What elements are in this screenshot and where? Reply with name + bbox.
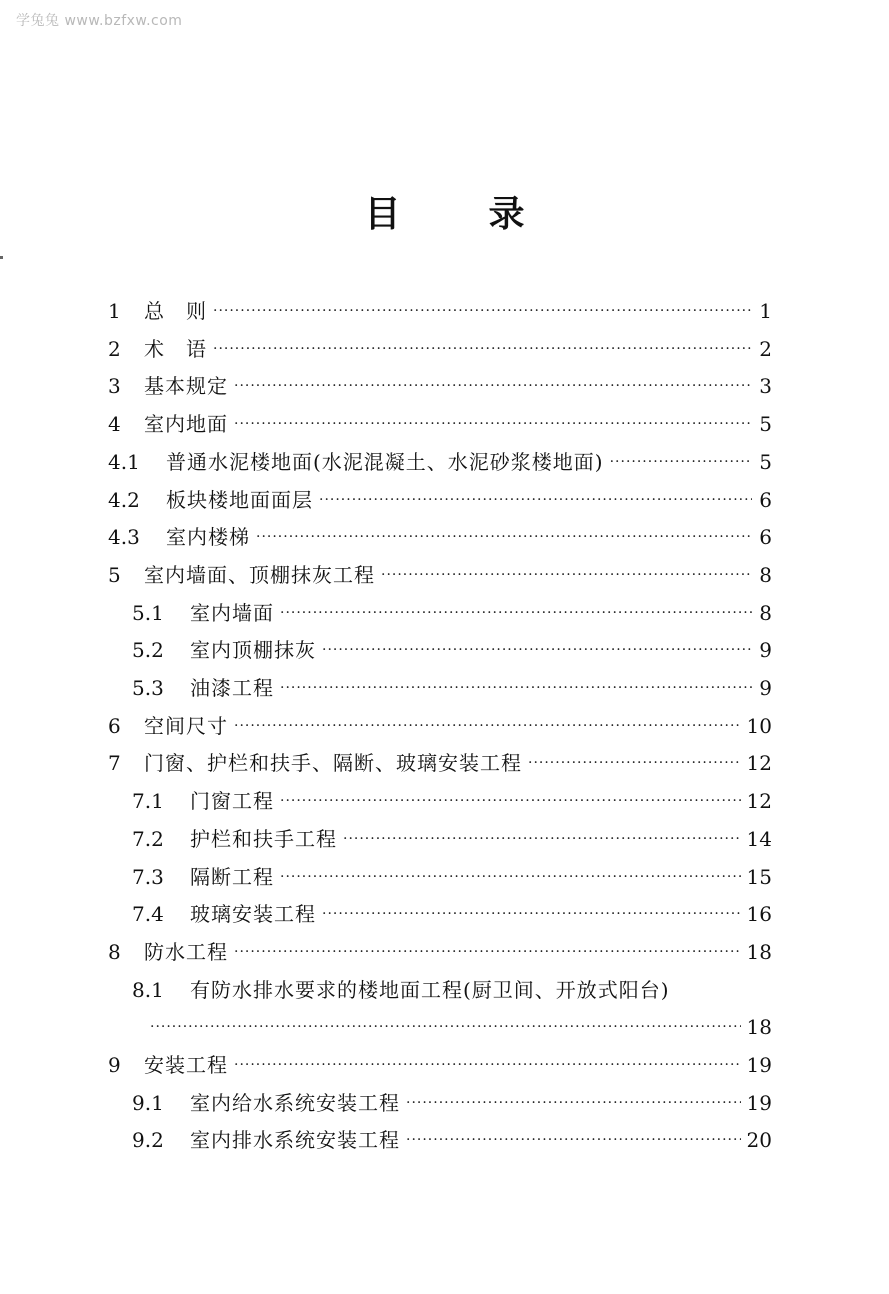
toc-entry-label: 防水工程 [144,939,228,964]
toc-entry-page: 19 [746,1090,772,1115]
toc-entry-number: 5 [108,562,121,587]
toc-entry[interactable] [108,1046,772,1084]
toc-leader-dots [213,342,752,356]
toc-leader-dots [322,907,741,921]
toc-entry[interactable] [132,858,772,896]
toc-entry[interactable] [132,1084,772,1122]
toc-entry-number: 9 [108,1053,121,1077]
toc-entry-label: 门窗工程 [190,789,274,814]
toc-entry-label: 室内排水系统安装工程 [190,1128,400,1153]
title-char-1: 目 [364,193,401,235]
toc-entry[interactable] [108,367,772,405]
toc-leader-dots [280,794,741,808]
toc-entry-page: 2 [759,336,772,361]
toc-entry[interactable] [132,782,772,820]
toc-entry-page: 5 [759,412,772,437]
toc-leader-dots [234,417,752,431]
toc-entry-page: 12 [746,789,772,814]
toc-entry-number: 4 [108,412,121,437]
toc-entry-page: 3 [759,374,772,399]
toc-entry-label: 室内楼梯 [166,525,250,550]
toc-entry-number: 8.1 [132,977,164,1002]
toc-entry-page: 16 [746,902,772,927]
toc-entry-number: 2 [108,336,121,361]
toc-entry-page: 19 [746,1053,772,1077]
toc-leader-dots [280,870,741,884]
toc-leader-dots [234,945,741,959]
toc-entry-page: 6 [759,487,772,512]
toc-entry[interactable] [108,933,772,971]
toc-leader-dots [150,1019,741,1035]
toc-entry-label: 空间尺寸 [144,713,228,738]
toc-leader-dots [256,530,752,544]
toc-entry-page: 8 [759,562,772,587]
toc-entry-page: 10 [746,713,772,738]
toc-leader-dots [234,1058,741,1072]
toc-entry-page: 5 [759,449,772,474]
toc-entry-label: 室内顶棚抹灰 [190,638,316,663]
toc-entry-label: 安装工程 [144,1053,228,1077]
toc-entry-number: 7 [108,751,121,776]
toc-entry-page: 20 [746,1128,772,1153]
toc-entry-number: 9.2 [132,1128,164,1153]
toc-entry-label: 室内地面 [144,412,228,437]
toc-entry-number: 4.3 [108,525,140,550]
toc-entry-label: 总 则 [144,299,207,323]
toc-entry-page: 15 [746,864,772,889]
toc-entry-label: 室内墙面、顶棚抹灰工程 [144,562,375,587]
toc-entry-number: 4.2 [108,487,140,512]
toc-entry[interactable] [108,443,772,481]
toc-entry-label: 隔断工程 [190,864,274,889]
toc-entry-label: 玻璃安装工程 [190,902,316,927]
toc-entry[interactable] [108,556,772,594]
toc-entry[interactable] [108,707,772,745]
toc-entry-label: 普通水泥楼地面(水泥混凝土、水泥砂浆楼地面) [166,449,604,474]
toc-entry-page: 6 [759,525,772,550]
toc-leader-dots [234,379,752,393]
toc-entry-page: 1 [759,299,772,323]
toc-entry-number: 7.3 [132,864,164,889]
toc-entry-page: 9 [759,638,772,663]
toc-entry[interactable] [132,971,772,1009]
toc-leader-dots [610,455,752,469]
toc-entry-page: 18 [746,939,772,964]
toc-entry[interactable] [108,481,772,519]
toc-entry-number: 3 [108,374,121,399]
page-title [0,186,889,237]
toc-entry-label: 门窗、护栏和扶手、隔断、玻璃安装工程 [144,751,522,776]
toc-entry-label: 室内墙面 [190,600,274,625]
toc-entry[interactable] [108,518,772,556]
toc-entry-number: 5.1 [132,600,164,625]
toc-entry[interactable] [132,1121,772,1159]
toc-leader-dots [406,1133,741,1147]
toc-entry[interactable] [132,820,772,858]
toc-entry[interactable] [132,594,772,632]
toc-entry[interactable] [108,405,772,443]
toc-leader-dots [319,493,752,507]
toc-entry-label: 室内给水系统安装工程 [190,1090,400,1115]
toc-entry-label: 基本规定 [144,374,228,399]
title-char-2: 录 [488,193,525,235]
toc-leader-dots [280,681,752,695]
toc-entry[interactable] [132,895,772,933]
toc-entry-number: 8 [108,939,121,964]
toc-entry-label: 护栏和扶手工程 [190,826,337,851]
toc-entry-number: 9.1 [132,1090,164,1115]
toc-leader-dots [322,643,752,657]
toc-entry-label: 板块楼地面面层 [166,487,313,512]
toc-entry-page: 8 [759,600,772,625]
toc-entry[interactable] [132,669,772,707]
toc-entry[interactable] [132,631,772,669]
toc-entry[interactable] [108,330,772,368]
toc-leader-dots [406,1096,741,1110]
toc-entry-label: 有防水排水要求的楼地面工程(厨卫间、开放式阳台) [190,977,670,1002]
scan-artifact [0,256,3,259]
toc-entry-page: 18 [746,1015,772,1040]
toc-entry-page: 12 [746,751,772,776]
toc-entry-number: 4.1 [108,449,140,474]
toc-entry-label: 术 语 [144,336,207,361]
toc-entry-number: 5.2 [132,638,164,663]
toc-entry-label: 油漆工程 [190,676,274,700]
watermark-text: 学兔兔 www.bzfxw.com [16,13,183,29]
toc-leader-dots [280,606,752,620]
toc-leader-dots [234,719,741,733]
toc-leader-dots [381,568,752,582]
toc-leader-dots [213,304,752,318]
toc-entry-number: 7.4 [132,902,164,927]
toc-entry-page: 9 [759,676,772,700]
toc-entry-number: 1 [108,299,121,323]
toc-entry-number: 7.1 [132,789,164,814]
toc-entry-number: 6 [108,713,121,738]
toc-leader-dots [528,756,741,770]
toc-leader-dots [343,832,741,846]
toc-entry[interactable] [108,744,772,782]
toc-entry-number: 5.3 [132,676,164,700]
toc-entry-continuation [150,1008,772,1046]
toc-entry[interactable] [108,292,772,330]
toc-entry-number: 7.2 [132,826,164,851]
toc-entry-page: 14 [746,826,772,851]
